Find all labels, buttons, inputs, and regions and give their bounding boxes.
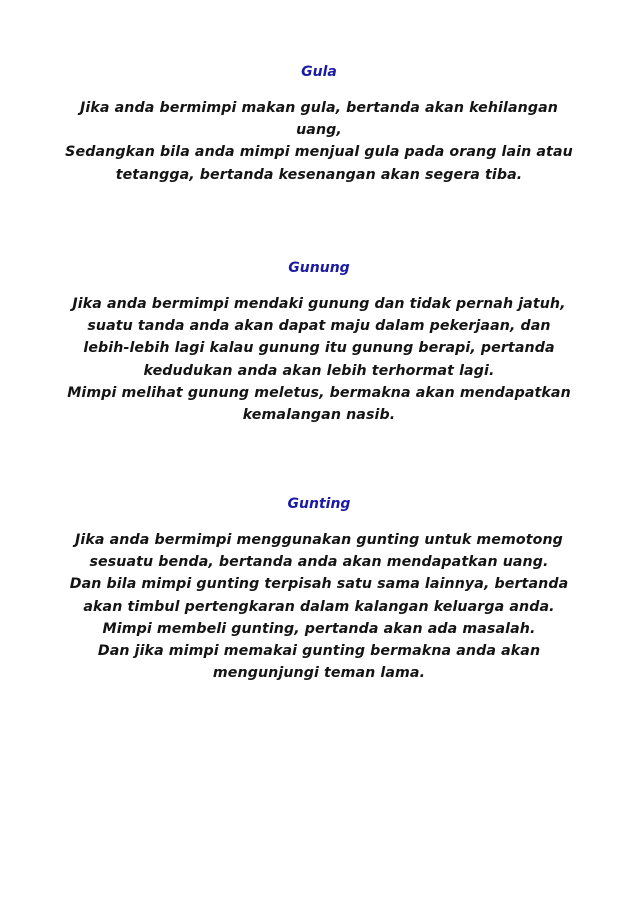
body-line: mengunjungi teman lama. — [212, 665, 426, 682]
body-line: Sedangkan bila anda mimpi menjual gula pada orang lain atau — [65, 144, 573, 161]
section-gula — [40, 64, 598, 186]
body-line: Jika anda bermimpi mendaki gunung dan tidak pernah jatuh, — [72, 296, 566, 312]
section-title: Gunting — [287, 496, 351, 512]
body-line: Mimpi melihat gunung meletus, bermakna akan mendapatkan — [67, 384, 571, 401]
body-line: kedudukan anda akan lebih terhormat lagi. — [143, 362, 495, 379]
body-line: sesuatu benda, bertanda anda akan mendapatkan uang. — [89, 554, 549, 571]
body-line: Mimpi membeli gunting, pertanda akan ada masalah. — [102, 620, 536, 637]
section-gunting — [40, 496, 598, 684]
body-line: kemalangan nasib. — [242, 407, 396, 424]
body-line: suatu tanda anda akan dapat maju dalam pekerjaan, dan — [87, 318, 551, 335]
body-line: akan timbul pertengkaran dalam kalangan keluarga anda. — [83, 598, 555, 615]
section-body — [40, 529, 598, 684]
body-line: Jika anda bermimpi menggunakan gunting untuk memotong — [75, 532, 563, 548]
section-title: Gunung — [288, 260, 350, 276]
body-line: Dan jika mimpi memakai gunting bermakna anda akan — [97, 643, 541, 660]
section-title: Gula — [301, 64, 337, 80]
body-line: Jika anda bermimpi makan gula, bertanda akan kehilangan — [80, 100, 558, 116]
section-gunung — [40, 260, 598, 426]
section-body — [40, 97, 598, 186]
body-line: lebih-lebih lagi kalau gunung itu gunung berapi, pertanda — [83, 340, 555, 357]
body-line: Dan bila mimpi gunting terpisah satu sama lainnya, bertanda — [69, 576, 569, 593]
section-body — [40, 293, 598, 426]
body-line: uang, — [296, 122, 342, 139]
body-line: tetangga, bertanda kesenangan akan segera tiba. — [115, 166, 523, 183]
